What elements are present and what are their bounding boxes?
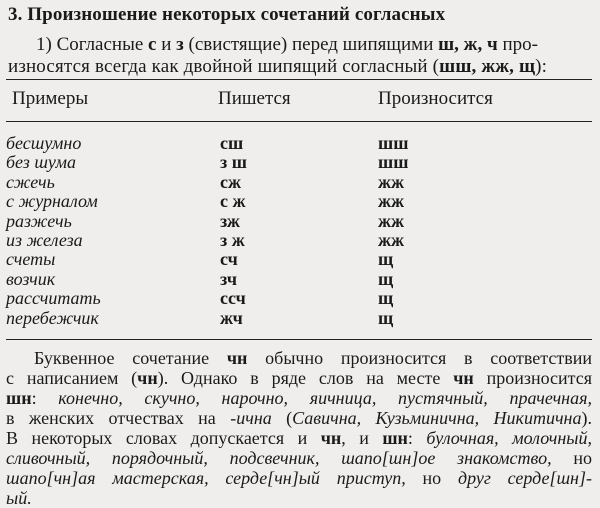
para-bold: чн — [137, 368, 158, 388]
para-italic: -ична — [230, 408, 272, 428]
table-header-rule — [6, 121, 592, 122]
written-cell: ссч — [220, 288, 246, 309]
para-bold: чн — [320, 428, 342, 448]
pronounced-cell: щ — [378, 307, 394, 328]
pronounced-cell: жж — [378, 229, 405, 250]
pronounced-cell: шш — [378, 133, 409, 153]
para-line — [6, 388, 592, 408]
para-text: Буквенное сочетание — [34, 348, 227, 368]
intro-text: износятся всегда как двойной шипящий согласный ( — [8, 56, 440, 77]
table-top-rule — [6, 79, 592, 80]
example-cell: сжечь — [6, 171, 55, 192]
intro-line-1 — [8, 34, 592, 56]
table-row — [0, 250, 600, 269]
written-cell: з ж — [220, 229, 245, 250]
table-row — [0, 173, 600, 192]
intro-text: и — [156, 34, 177, 55]
para-italic: друг серде[шн]- — [457, 468, 592, 488]
para-line — [6, 408, 592, 428]
table-body — [0, 134, 600, 328]
table-row — [0, 192, 600, 211]
pronounced-cell: жж — [378, 210, 405, 231]
written-cell: жч — [220, 307, 243, 328]
pronounced-cell: щ — [378, 288, 394, 309]
table-row — [0, 153, 600, 172]
table-row — [0, 134, 600, 153]
para-text: с написанием ( — [6, 368, 138, 388]
example-cell: возчик — [6, 268, 56, 289]
intro-text: ): — [535, 56, 548, 77]
para-italic: ый. — [6, 488, 32, 508]
intro-bold-hissing: ш, ж, ч — [438, 34, 498, 55]
section-heading: 3. Произношение некоторых сочетаний согласных — [8, 4, 446, 25]
written-cell: сч — [220, 249, 238, 270]
intro-rule — [8, 34, 592, 78]
para-line — [6, 368, 592, 388]
para-text: : — [407, 428, 427, 448]
example-cell: рассчитать — [6, 288, 101, 309]
example-cell: разжечь — [6, 210, 72, 231]
para-line — [6, 468, 592, 488]
para-italic: шапо[чн]ая мастерская, серде[чн]ый приступ, — [6, 468, 406, 488]
intro-text: 1) Согласные — [36, 34, 149, 55]
example-cell: счеты — [6, 249, 56, 270]
intro-text: (свистящие) перед шипящими — [183, 34, 439, 55]
para-line — [6, 488, 592, 508]
para-text: В некоторых словах допускается и — [6, 428, 321, 448]
para-line — [6, 348, 592, 368]
pronounced-cell: щ — [378, 249, 394, 270]
para-italic: конечно, скучно, нарочно, яичница, пустячный, прачечная, — [58, 388, 592, 408]
para-text: ). — [581, 408, 592, 428]
para-text: произносится — [473, 368, 592, 388]
para-italic: Савична, Кузьминична, Никитична — [292, 408, 582, 428]
written-cell: з ш — [220, 152, 247, 173]
table-row — [0, 309, 600, 328]
para-text: ( — [271, 408, 293, 428]
pronounced-cell: щ — [378, 268, 394, 289]
para-line — [6, 448, 592, 468]
written-cell: зж — [220, 210, 240, 231]
example-cell: перебежчик — [6, 307, 99, 328]
para-text: обычно произносится в соответствии — [247, 348, 592, 368]
para-line — [6, 428, 592, 448]
example-cell: из железа — [6, 229, 83, 250]
column-header-pronounced: Произносится — [378, 88, 493, 109]
para-text: но — [405, 468, 458, 488]
para-bold: чн — [453, 368, 474, 388]
column-header-written: Пишется — [218, 88, 291, 109]
intro-line-2 — [8, 56, 592, 78]
intro-bold-z: з — [176, 34, 184, 55]
table-row — [0, 212, 600, 231]
chn-paragraph — [6, 348, 592, 508]
intro-bold-s: с — [148, 34, 157, 55]
para-bold: чн — [226, 348, 248, 368]
written-cell: сж — [220, 171, 242, 192]
written-cell: с ж — [220, 191, 246, 212]
intro-text: про- — [497, 34, 538, 55]
example-cell: бесшумно — [6, 133, 82, 153]
para-text: : — [31, 388, 59, 408]
para-text: , и — [341, 428, 383, 448]
para-text: но — [551, 448, 592, 468]
column-header-examples: Примеры — [12, 88, 89, 109]
table-row — [0, 289, 600, 308]
para-italic: булочная, молочный, — [426, 428, 592, 448]
pronounced-cell: жж — [378, 171, 405, 192]
para-bold: шн — [382, 428, 408, 448]
example-cell: без шума — [6, 152, 76, 173]
table-row — [0, 231, 600, 250]
pronounced-cell: шш — [378, 152, 409, 173]
para-text: ). Однако в ряде слов на месте — [157, 368, 454, 388]
pronounced-cell: жж — [378, 191, 405, 212]
written-cell: сш — [220, 133, 244, 153]
table-bottom-rule — [6, 339, 592, 340]
para-italic: сливочный, порядочный, подсвечник, шапо[шн]ое знакомство, — [6, 448, 552, 468]
para-bold: шн — [6, 388, 32, 408]
written-cell: зч — [220, 268, 238, 289]
para-text: в женских отчествах на — [6, 408, 231, 428]
table-row — [0, 270, 600, 289]
intro-bold-result: шш, жж, щ — [439, 56, 536, 77]
example-cell: с журналом — [6, 191, 98, 212]
